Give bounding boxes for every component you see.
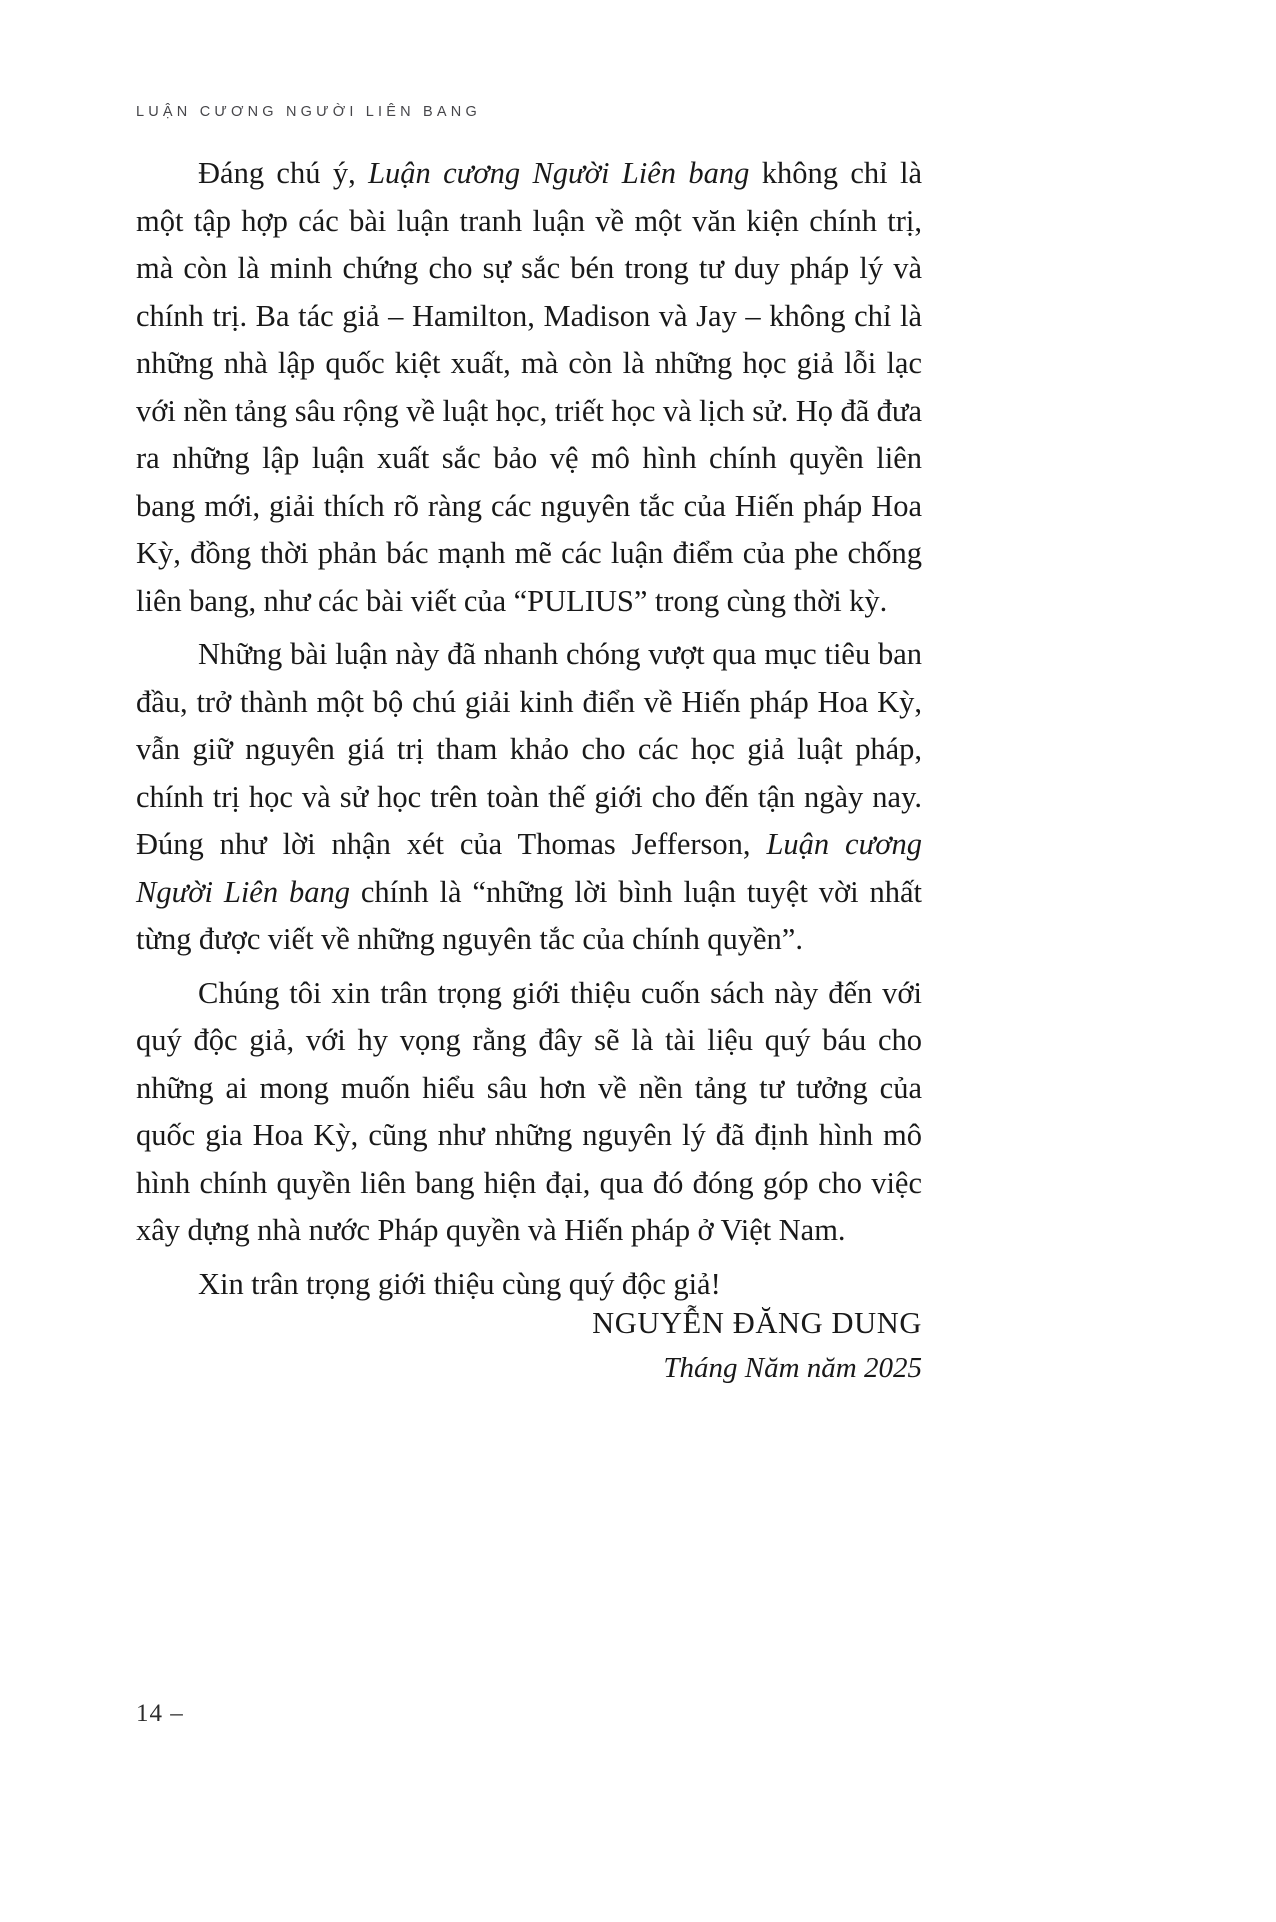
text-run: Những bài luận này đã nhanh chóng vượt qua mục tiêu ban đầu, trở thành một bộ chú giải kinh điển về Hiến pháp Hoa Kỳ, vẫn giữ nguyên giá trị tham khảo cho các học giả luật pháp, chính trị học và sử học trên toàn thế giới cho đến tận ngày nay. Đúng như lời nhận xét của Thomas Jefferson, [136, 637, 922, 861]
page-number: 14 – [136, 1700, 184, 1727]
paragraph-1 [136, 150, 922, 625]
italic-title: Luận cương Người Liên bang [136, 827, 922, 909]
text-run: chính là “những lời bình luận tuyệt vời nhất từng được viết về những nguyên tắc của chính quyền”. [136, 874, 922, 956]
text-run: Đáng chú ý, [198, 156, 369, 190]
signature-date: Tháng Năm năm 2025 [663, 1352, 922, 1384]
italic-title: Luận cương Người Liên bang [368, 156, 750, 190]
text-run: không chỉ là một tập hợp các bài luận tranh luận về một văn kiện chính trị, mà còn là minh chứng cho sự sắc bén trong tư duy pháp lý và chính trị. Ba tác giả – Hamilton, Madison và Jay – không chỉ là những nhà lập quốc kiệt xuất, mà còn là những học giả lỗi lạc với nền tảng sâu rộng về luật học, triết học và lịch sử. Họ đã đưa ra những lập luận xuất sắc bảo vệ mô hình chính quyền liên bang mới, giải thích rõ ràng các nguyên tắc của Hiến pháp Hoa Kỳ, đồng thời phản bác mạnh mẽ các luận điểm của phe chống liên bang, như các bài viết của “PULIUS” trong cùng thời kỳ. [136, 156, 922, 618]
signature-author-name: NGUYỄN ĐĂNG DUNG [592, 1306, 922, 1340]
running-head: LUẬN CƯƠNG NGƯỜI LIÊN BANG [136, 104, 481, 120]
text-run: Chúng tôi xin trân trọng giới thiệu cuốn sách này đến với quý độc giả, với hy vọng rằng đây sẽ là tài liệu quý báu cho những ai mong muốn hiểu sâu hơn về nền tảng tư tưởng của quốc gia Hoa Kỳ, cũng như những nguyên lý đã định hình mô hình chính quyền liên bang hiện đại, qua đó đóng góp cho việc xây dựng nhà nước Pháp quyền và Hiến pháp ở Việt Nam. [136, 975, 922, 1247]
signature-block [136, 1300, 922, 1390]
paragraph-2 [136, 631, 922, 964]
body-text-block [136, 150, 922, 1308]
text-run: Xin trân trọng giới thiệu cùng quý độc giả! [198, 1266, 721, 1301]
paragraph-3 [136, 970, 922, 1255]
